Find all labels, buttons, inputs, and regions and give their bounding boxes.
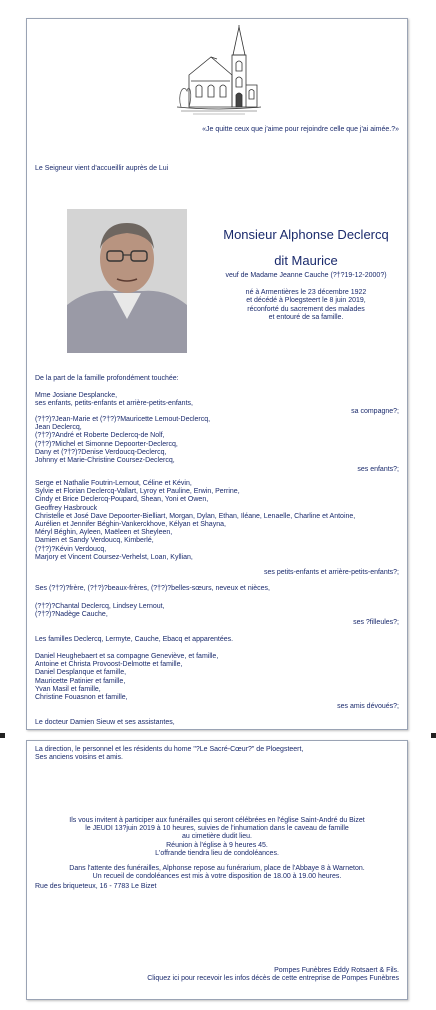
family-group-4 (35, 603, 165, 619)
family-group-5 (35, 653, 218, 702)
funeral-line: Réunion à l'église à 9 heures 45. (166, 841, 268, 849)
family-line: (?†?)?Nadège Cauche, (35, 611, 108, 619)
family-group-3 (35, 480, 355, 562)
family-group-1 (35, 392, 193, 408)
portrait-icon (67, 209, 187, 353)
families-line: Les familles Declercq, Lermyte, Cauche, Ebacq et apparentées. (35, 636, 234, 643)
funeral-line: Ils vous invitent à participer aux funérailles qui seront célébrées en l'église Saint-André du Bizet (69, 817, 365, 824)
role-label: sa compagne?; (351, 408, 399, 415)
family-line: (?†?)?Jean-Marie et (?†?)?Mauricette Lemout-Declercq, (35, 416, 211, 423)
deceased-name: Monsieur Alphonse Declercq (223, 227, 389, 242)
family-line: (?†?)?Michel et Simonne Depoorter-Declercq, (35, 440, 178, 448)
address: Rue des briqueteux, 16 - 7783 Le Bizet (35, 883, 157, 890)
staff-line: Ses anciens voisins et amis. (35, 754, 123, 762)
staff-line: La direction, le personnel et les résidents du home "?Le Sacré-Cœur?" de Ploegsteert, (35, 746, 304, 753)
family-group-2 (35, 416, 210, 465)
intro-text: Le Seigneur vient d'accueillir auprès de Lui (35, 165, 169, 172)
church-icon (177, 25, 261, 115)
family-line: (?†?)?Kévin Verdoucq, (35, 545, 107, 553)
family-line: Cindy et Brice Declercq-Poupard, Shean, Yoni et Owen, (35, 496, 209, 504)
birth-line: né à Armentières le 23 décembre 1922 (245, 289, 367, 297)
family-line: Geoffrey Hasbrouck (35, 504, 98, 512)
portrait-photo (67, 209, 187, 353)
funeral-home-block (147, 967, 399, 983)
family-line: Antoine et Christa Provoost-Delmotte et famille, (35, 661, 183, 669)
family-line: Jean Declercq, (35, 424, 82, 432)
funeral-home-name: Pompes Funèbres Eddy Rotsaert & Fils. (274, 967, 399, 974)
wake-block (27, 865, 407, 881)
family-line: Serge et Nathalie Foutrin-Lernout, Céline et Kévin, (35, 480, 192, 487)
family-line: Yvan Masil et famille, (35, 685, 101, 693)
family-line: Marjory et Vincent Coursez-Verhelst, Loan, Kyllian, (35, 553, 193, 561)
funeral-home-link[interactable]: Cliquez ici pour recevoir les infos décès de cette entreprise de Pompes Funèbres (147, 975, 399, 983)
obituary-sheet-2 (26, 740, 408, 1000)
epitaph-quote: «Je quitte ceux que j'aime pour rejoindre celle que j'ai aimée.?» (202, 126, 399, 133)
obituary-sheet-1 (26, 18, 408, 730)
family-line: Mme Josiane Desplancke, (35, 392, 118, 399)
funeral-block (27, 817, 407, 858)
siblings-line: Ses (?†?)?frère, (?†?)?beaux-frères, (?†?)?belles-sœurs, neveux et nièces, (35, 585, 270, 592)
deceased-nickname: dit Maurice (274, 253, 338, 268)
family-line: Daniel Heughebaert et sa compagne Geneviève, et famille, (35, 653, 219, 660)
family-line: Mauricette Patinier et famille, (35, 677, 126, 685)
family-line: Méryl Béghin, Ayleen, Maëleen et Sheyleen, (35, 529, 173, 537)
page-divider (0, 731, 436, 739)
funeral-line: le JEUDI 13?juin 2019 à 10 heures, suivies de l'inhumation dans le caveau de famille (85, 825, 349, 833)
family-line: (?†?)?André et Roberte Declercq-de Nolf, (35, 432, 165, 440)
family-line: Sylvie et Florian Declercq-Vallart, Lyroy et Pauline, Erwin, Perrine, (35, 488, 240, 496)
family-line: Aurélien et Jennifer Béghin-Vankerckhove, Kélyan et Shayna, (35, 521, 226, 529)
family-line: Damien et Sandy Verdoucq, Kimberlé, (35, 537, 154, 545)
birth-line: et décédé à Ploegsteert le 8 juin 2019, (246, 297, 366, 305)
staff-block (35, 746, 303, 762)
family-line: (?†?)?Chantal Declercq, Lindsey Lernout, (35, 603, 165, 610)
family-line: Johnny et Marie-Christine Coursez-Declercq, (35, 457, 175, 465)
birth-death-block (213, 289, 399, 322)
family-line: ses enfants, petits-enfants et arrière-petits-enfants, (35, 400, 193, 408)
role-label: ses ?filleules?; (353, 619, 399, 626)
funeral-line: au cimetière dudit lieu. (181, 833, 253, 841)
family-line: Christine Fouasnon et famille, (35, 694, 128, 702)
family-intro: De la part de la famille profondément touchée: (35, 375, 179, 382)
role-label: ses petits-enfants et arrière-petits-enfants?; (263, 569, 399, 576)
widower-line: veuf de Madame Jeanne Cauche (?†?19-12-2000?) (225, 272, 387, 279)
family-line: Dany et (?†?)?Denise Verdoucq-Declercq, (35, 448, 167, 456)
doctor-line: Le docteur Damien Sieuw et ses assistantes, (35, 719, 175, 726)
wake-line: Dans l'attente des funérailles, Alphonse repose au funérarium, place de l'Abbaye 8 à Warneton. (69, 865, 365, 872)
role-label: ses amis dévoués?; (337, 703, 399, 710)
wake-line: Un recueil de condoléances est mis à votre disposition de 18.00 à 19.00 heures. (92, 873, 342, 881)
family-line: Daniel Desplanque et famille, (35, 669, 127, 677)
birth-line: réconforté du sacrement des malades (247, 305, 365, 313)
role-label: ses enfants?; (357, 466, 399, 473)
family-line: Christelle et José Dave Depoorter-Bielliart, Morgan, Dylan, Ethan, Iléane, Lenaelle, Charline et Antoine, (35, 512, 356, 520)
birth-line: et entouré de sa famille. (268, 313, 344, 321)
funeral-line: L'offrande tiendra lieu de condoléances. (155, 849, 279, 857)
